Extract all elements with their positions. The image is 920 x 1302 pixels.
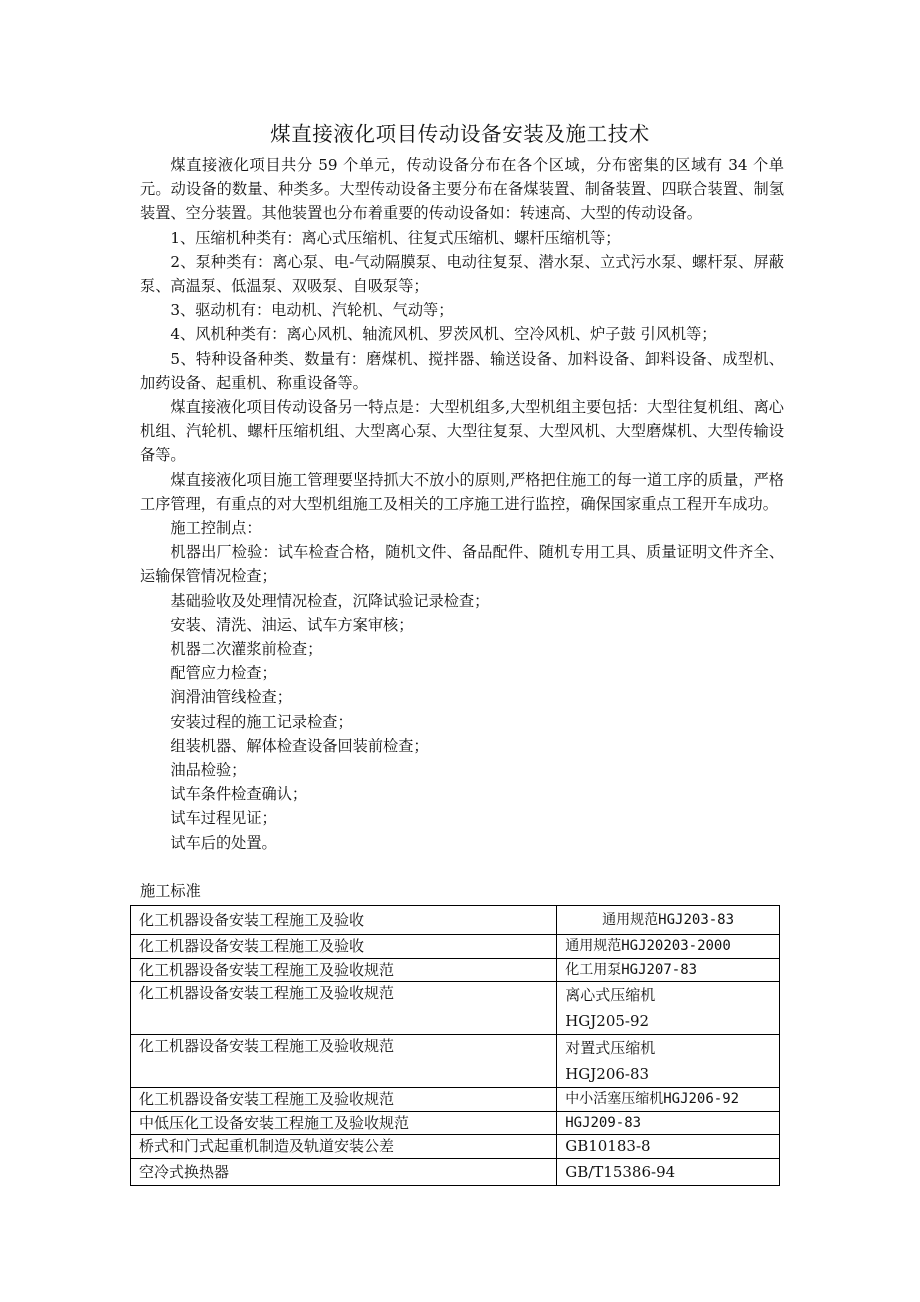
control-point-item: 配管应力检查； <box>170 664 277 683</box>
standard-code: 通用规范HGJ203-83 <box>557 906 780 935</box>
table-row <box>131 1035 780 1088</box>
table-row <box>131 935 780 959</box>
control-point-item: 试车过程见证； <box>170 809 277 828</box>
standard-code-cell <box>557 1035 780 1088</box>
paragraph-large-units: 煤直接液化项目传动设备另一特点是：大型机组多,大型机组主要包括：大型往复机组、离心机组、汽轮机、螺杆压缩机组、大型离心泵、大型往复泵、大型风机、大型磨煤机、大型传输设备等。 <box>140 398 784 465</box>
standard-name: 桥式和门式起重机制造及轨道安装公差 <box>131 1135 557 1159</box>
paragraph-special-equipment: 5、特种设备种类、数量有：磨煤机、搅拌器、输送设备、加料设备、卸料设备、成型机、加药设备、起重机、称重设备等。 <box>140 349 784 392</box>
control-point-item: 安装过程的施工记录检查； <box>170 712 353 731</box>
paragraph-management: 煤直接液化项目施工管理要坚持抓大不放小的原则,严格把住施工的每一道工序的质量，严格工序管理，有重点的对大型机组施工及相关的工序施工进行监控，确保国家重点工程开车成功。 <box>140 470 784 513</box>
control-point-item: 基础验收及处理情况检查，沉降试验记录检查； <box>170 591 490 610</box>
control-point-item: 组装机器、解体检查设备回装前检查； <box>170 736 429 755</box>
standard-name: 化工机器设备安装工程施工及验收规范 <box>131 1088 557 1112</box>
table-row <box>131 1158 780 1185</box>
standard-name: 化工机器设备安装工程施工及验收 <box>131 935 557 959</box>
document-title: 煤直接液化项目传动设备安装及施工技术 <box>270 122 650 146</box>
paragraph-control-points-heading: 施工控制点： <box>170 519 262 538</box>
paragraph-intro: 煤直接液化项目共分 59 个单元，传动设备分布在各个区域，分布密集的区域有 34 个单元。动设备的数量、种类多。大型传动设备主要分布在备煤装置、制备装置、四联合装置、制氢装置、空分装置。其他装置也分布着重要的传动设备如：转速高、大型的传动设备。 <box>140 156 784 223</box>
control-point-item: 机器出厂检验：试车检查合格，随机文件、备品配件、随机专用工具、质量证明文件齐全、运输保管情况检查； <box>140 543 784 586</box>
table-row <box>131 1135 780 1159</box>
standard-code: 对置式压缩机 <box>565 1039 656 1057</box>
standards-label: 施工标准 <box>140 882 201 900</box>
paragraph-drivers: 3、驱动机有：电动机、汽轮机、气动等； <box>170 301 454 320</box>
control-point-item: 油品检验； <box>170 761 247 780</box>
control-point-item: 润滑油管线检查； <box>170 688 292 707</box>
standard-name: 空冷式换热器 <box>131 1158 557 1185</box>
standard-name: 中低压化工设备安装工程施工及验收规范 <box>131 1111 557 1135</box>
standard-code: GB/T15386-94 <box>557 1158 780 1185</box>
standards-table <box>130 905 780 1186</box>
standard-code-cell <box>557 982 780 1035</box>
standard-name: 化工机器设备安装工程施工及验收规范 <box>131 982 557 1035</box>
standard-name: 化工机器设备安装工程施工及验收 <box>131 906 557 935</box>
control-point-item: 机器二次灌浆前检查； <box>170 640 323 659</box>
body-text <box>140 153 784 855</box>
control-point-item: 试车条件检查确认； <box>170 785 308 804</box>
control-point-item: 安装、清洗、油运、试车方案审核； <box>170 615 414 634</box>
standard-name: 化工机器设备安装工程施工及验收规范 <box>131 1035 557 1088</box>
control-point-item: 试车后的处置。 <box>170 833 277 852</box>
standard-name: 化工机器设备安装工程施工及验收规范 <box>131 958 557 982</box>
standard-code-number: HGJ205-92 <box>565 1012 650 1030</box>
table-row <box>131 1088 780 1112</box>
paragraph-fans: 4、风机种类有：离心风机、轴流风机、罗茨风机、空冷风机、炉子鼓 引风机等； <box>170 325 717 344</box>
table-row <box>131 1111 780 1135</box>
table-row <box>131 982 780 1035</box>
paragraph-compressors: 1、压缩机种类有：离心式压缩机、往复式压缩机、螺杆压缩机等； <box>170 228 621 247</box>
table-row <box>131 906 780 935</box>
standard-code: 中小活塞压缩机HGJ206-92 <box>557 1088 780 1112</box>
table-row <box>131 958 780 982</box>
standard-code: GB10183-8 <box>557 1135 780 1159</box>
standard-code: 通用规范HGJ20203-2000 <box>557 935 780 959</box>
standard-code: 化工用泵HGJ207-83 <box>557 958 780 982</box>
standard-code-number: HGJ206-83 <box>565 1065 650 1083</box>
standard-code: 离心式压缩机 <box>565 986 656 1004</box>
paragraph-pumps: 2、泵种类有：离心泵、电-气动隔膜泵、电动往复泵、潜水泵、立式污水泵、螺杆泵、屏蔽泵、高温泵、低温泵、双吸泵、自吸泵等； <box>140 252 784 296</box>
standard-code: HGJ209-83 <box>557 1111 780 1135</box>
